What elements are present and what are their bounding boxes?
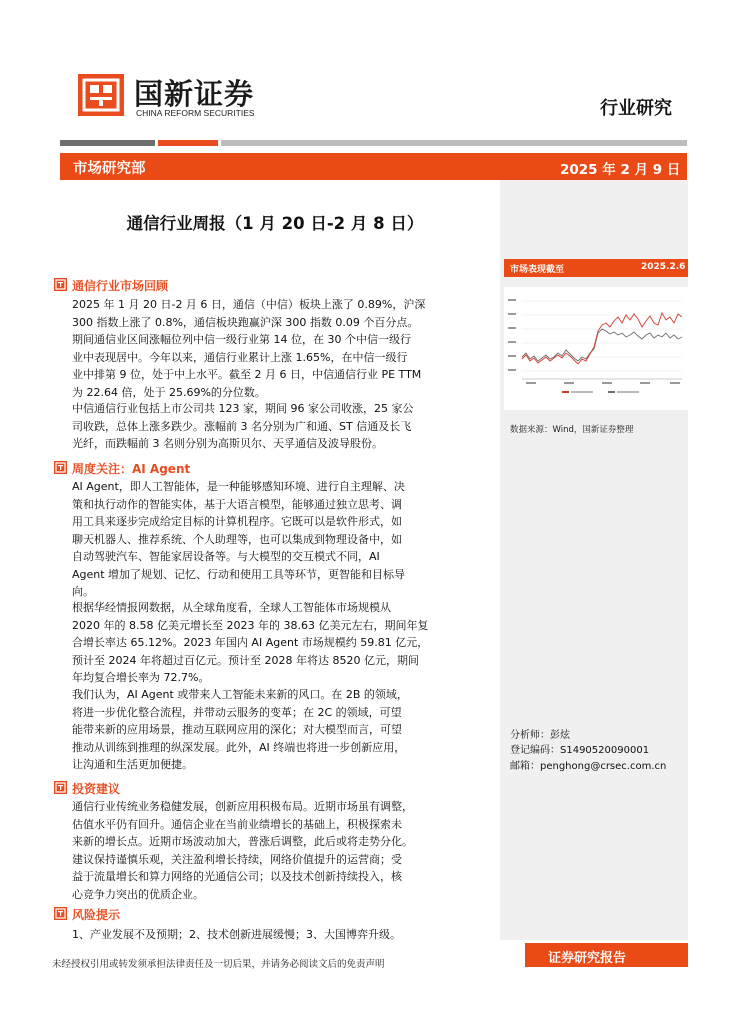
header-divider-orange <box>158 140 218 146</box>
paragraph-ai-agent-1 <box>72 478 497 601</box>
paragraph-investment-advice <box>72 798 497 903</box>
section-logo-icon <box>54 278 67 291</box>
header-divider-light <box>221 140 687 146</box>
text-line: 建议保持谨慎乐观，关注盈利增长持续，网络价值提升的运营商；受 <box>72 852 402 866</box>
text-line: 来新的增长点。近期市场波动加大，普涨后调整，此后或将走势分化。 <box>72 835 413 848</box>
logo-mark-icon <box>78 74 124 116</box>
text-line: 策和执行动作的智能实体，基于大语言模型，能够通过独立思考、调 <box>72 497 402 511</box>
text-line: 中信通信行业包括上市公司共 123 家，期间 96 家公司收涨，25 家公 <box>72 402 414 415</box>
text-line: 业中表现居中。今年以来，通信行业累计上涨 1.65%，在中信一级行 <box>72 350 408 364</box>
report-type: 行业研究 <box>600 98 672 119</box>
text-line: 年均复合增长率为 72.7%。 <box>72 671 210 684</box>
disclaimer: 未经授权引用或转发须承担法律责任及一切后果，并请务必阅读文后的免责声明 <box>52 959 385 970</box>
section-title-risk: 风险提示 <box>72 908 121 922</box>
chart-source: 数据来源：Wind，国新证券整理 <box>510 425 634 435</box>
text-line: 将进一步优化整合流程，并带动云服务的变革；在 2C 的领域，可望 <box>72 705 402 719</box>
text-line: 合增长率达 65.12%。2023 年国内 AI Agent 市场规模约 59.81 亿元， <box>72 636 429 649</box>
paragraph-ai-agent-2 <box>72 599 497 687</box>
text-line: 我们认为，AI Agent 或带来人工智能未来新的风口。在 2B 的领域， <box>72 688 408 701</box>
text-line: 为 22.64 倍，处于 25.69%的分位数。 <box>72 385 266 399</box>
brand-name: 国新证券 <box>134 77 255 111</box>
text-line: 2020 年的 8.58 亿美元增长至 2023 年的 38.63 亿美元左右，期间年复 <box>72 618 429 632</box>
text-line: AI Agent，即人工智能体，是一种能够感知环境、进行自主理解、决 <box>72 480 405 493</box>
section-title-investment-advice: 投资建议 <box>72 782 121 796</box>
paragraph-ai-agent-3 <box>72 686 497 774</box>
section-logo-icon <box>54 907 67 920</box>
registration-number: 登记编码：S1490520090001 <box>510 745 650 756</box>
text-line: 用工具来逐步完成给定目标的计算机程序。它既可以是软件形式，如 <box>72 515 402 528</box>
text-line: 300 指数上涨了 0.8%，通信板块跑赢沪深 300 指数 0.09 个百分点。 <box>72 315 419 329</box>
chart-header-label: 市场表现截至 <box>510 265 565 275</box>
text-line: 让沟通和生活更加便捷。 <box>72 758 193 771</box>
report-title: 通信行业周报（1 月 20 日-2 月 8 日） <box>126 214 424 233</box>
analyst-name: 分析师：彭炫 <box>510 730 570 741</box>
market-performance-chart <box>504 287 688 410</box>
text-line: 估值水平仍有回升。通信企业在当前业绩增长的基础上，积极探索未 <box>72 817 402 831</box>
text-line: 推动从训练到推理的纵深发展。此外，AI 终端也将进一步创新应用， <box>72 740 406 754</box>
text-line: 司收跌，总体上涨多跌少。涨幅前 3 名分别为广和通、ST 信通及长飞 <box>72 419 412 433</box>
paragraph-risk <box>72 926 497 944</box>
text-line: 2025 年 1 月 20 日-2 月 6 日，通信（中信）板块上涨了 0.89%，沪深 <box>72 298 426 311</box>
text-line: 光纤，而跌幅前 3 名则分别为高斯贝尔、天孚通信及波导股份。 <box>72 437 383 450</box>
text-line: 向。 <box>72 585 94 598</box>
text-line: 1、产业发展不及预期；2、技术创新进展缓慢；3、大国博弈升级。 <box>72 928 401 941</box>
report-date: 2025 年 2 月 9 日 <box>560 162 681 178</box>
text-line: 益于流量增长和算力网络的光通信公司；以及技术创新持续投入，核 <box>72 870 402 883</box>
section-logo-icon <box>54 461 67 474</box>
text-line: 能带来新的应用场景，推动互联网应用的深化；对大模型而言，可望 <box>72 723 402 736</box>
footer-label: 证券研究报告 <box>548 951 627 966</box>
section-logo-icon <box>54 781 67 794</box>
paragraph-market-review-2 <box>72 400 497 453</box>
text-line: 聊天机器人、推荐系统、个人助理等，也可以集成到物理设备中，如 <box>72 532 402 546</box>
analyst-email: 邮箱：penghong@crsec.com.cn <box>510 761 667 772</box>
text-line: 预计至 2024 年将超过百亿元。预计至 2028 年将达 8520 亿元，期间 <box>72 653 419 667</box>
paragraph-market-review-1 <box>72 296 497 401</box>
header-divider-gray <box>60 140 155 146</box>
brand-name-en: CHINA REFORM SECURITIES <box>136 108 255 118</box>
section-title-market-review: 通信行业市场回顾 <box>72 279 169 293</box>
section-title-ai-agent: 周度关注：AI Agent <box>72 462 191 476</box>
text-line: 通信行业传统业务稳健发展，创新应用积极布局。近期市场虽有调整， <box>72 800 413 813</box>
chart-header-date: 2025.2.6 <box>641 262 686 272</box>
text-line: Agent 增加了规划、记忆、行动和使用工具等环节，更智能和目标导 <box>72 567 406 581</box>
text-line: 心竞争力突出的优质企业。 <box>72 887 204 901</box>
text-line: 自动驾驶汽车、智能家居设备等。与大模型的交互模式不同，AI <box>72 550 380 563</box>
text-line: 业中排第 9 位，处于中上水平。截至 2 月 6 日，中信通信行业 PE TTM <box>72 368 422 381</box>
text-line: 期间通信业区间涨幅位列中信一级行业第 14 位，在 30 个中信一级行 <box>72 333 411 346</box>
department-name: 市场研究部 <box>73 161 146 177</box>
text-line: 根据华经情报网数据，从全球角度看，全球人工智能体市场规模从 <box>72 601 391 614</box>
